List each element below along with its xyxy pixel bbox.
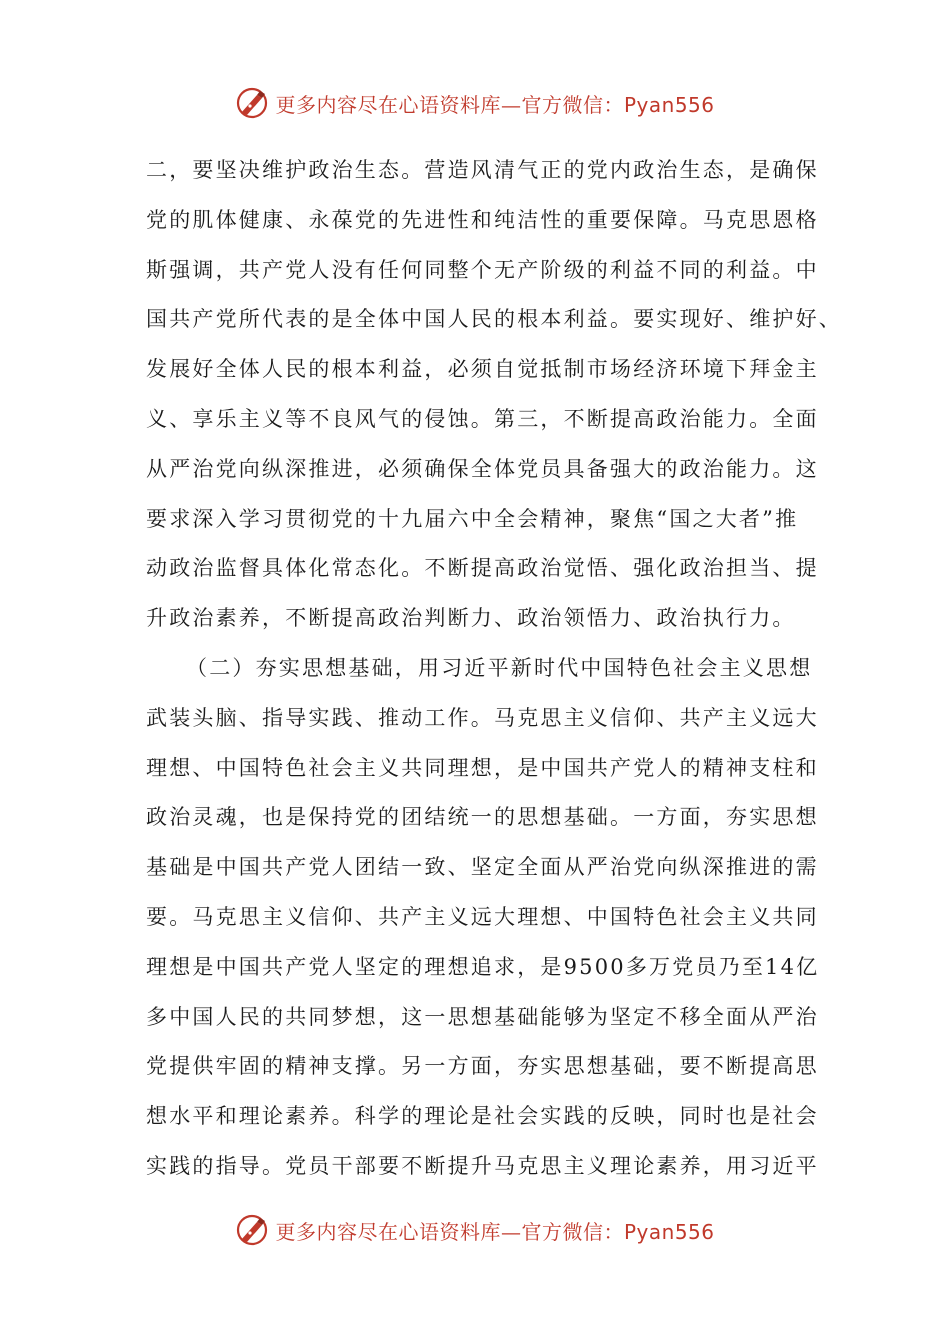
text-line: 基础是中国共产党人团结一致、坚定全面从严治党向纵深推进的需 [146,855,819,880]
text-line: 从严治党向纵深推进，必须确保全体党员具备强大的政治能力。这 [146,456,819,481]
banner-text [275,89,714,118]
banner-wechat-id: Pyan556 [623,1219,715,1244]
section-heading-line: （二）夯实思想基础，用习近平新时代中国特色社会主义思想 [186,655,813,680]
text-line: 发展好全体人民的根本利益，必须自觉抵制市场经济环境下拜金主 [146,357,819,382]
text-line: 要求深入学习贯彻党的十九届六中全会精神，聚焦“国之大者”推 [146,506,799,531]
banner-wechat-id: Pyan556 [623,92,715,117]
text-line: 动政治监督具体化常态化。不断提高政治觉悟、强化政治担当、提 [146,556,819,581]
text-line: 党的肌体健康、永葆党的先进性和纯洁性的重要保障。马克思恩格 [146,207,819,232]
text-line: 升政治素养，不断提高政治判断力、政治领悟力、政治执行力。 [146,606,796,631]
text-line: 多中国人民的共同梦想，这一思想基础能够为坚定不移全面从严治 [146,1004,819,1029]
footer-watermark-banner [0,1208,950,1252]
banner-dash: — [500,92,522,117]
banner-text-cn: 更多内容尽在心语资料库 [275,92,501,117]
header-watermark-banner [0,81,950,125]
banner-wechat-label: 官方微信： [521,92,624,117]
text-line: 想水平和理论素养。科学的理论是社会实践的反映，同时也是社会 [146,1104,819,1129]
text-line: 党提供牢固的精神支撑。另一方面，夯实思想基础，要不断提高思 [146,1054,819,1079]
text-line: 理想是中国共产党人坚定的理想追求，是9500多万党员乃至14亿 [146,954,820,979]
text-line: 政治灵魂，也是保持党的团结统一的思想基础。一方面，夯实思想 [146,805,819,830]
banner-dash: — [500,1219,522,1244]
text-line: 义、享乐主义等不良风气的侵蚀。第三，不断提高政治能力。全面 [146,406,819,431]
text-line: 实践的指导。党员干部要不断提升马克思主义理论素养，用习近平 [146,1153,819,1178]
banner-wechat-label: 官方微信： [521,1219,624,1244]
pen-nib-logo-icon [235,1213,269,1247]
banner-text-cn: 更多内容尽在心语资料库 [275,1219,501,1244]
text-line: 武装头脑、指导实践、推动工作。马克思主义信仰、共产主义远大 [146,705,819,730]
text-line: 二，要坚决维护政治生态。营造风清气正的党内政治生态，是确保 [146,158,819,182]
document-body [146,146,842,1192]
pen-nib-logo-icon [235,86,269,120]
text-line: 要。马克思主义信仰、共产主义远大理想、中国特色社会主义共同 [146,904,819,929]
banner-text [275,1216,714,1245]
text-line: 斯强调，共产党人没有任何同整个无产阶级的利益不同的利益。中 [146,257,819,282]
text-line: 国共产党所代表的是全体中国人民的根本利益。要实现好、维护好、 [146,307,842,332]
text-line: 理想、中国特色社会主义共同理想，是中国共产党人的精神支柱和 [146,755,819,780]
